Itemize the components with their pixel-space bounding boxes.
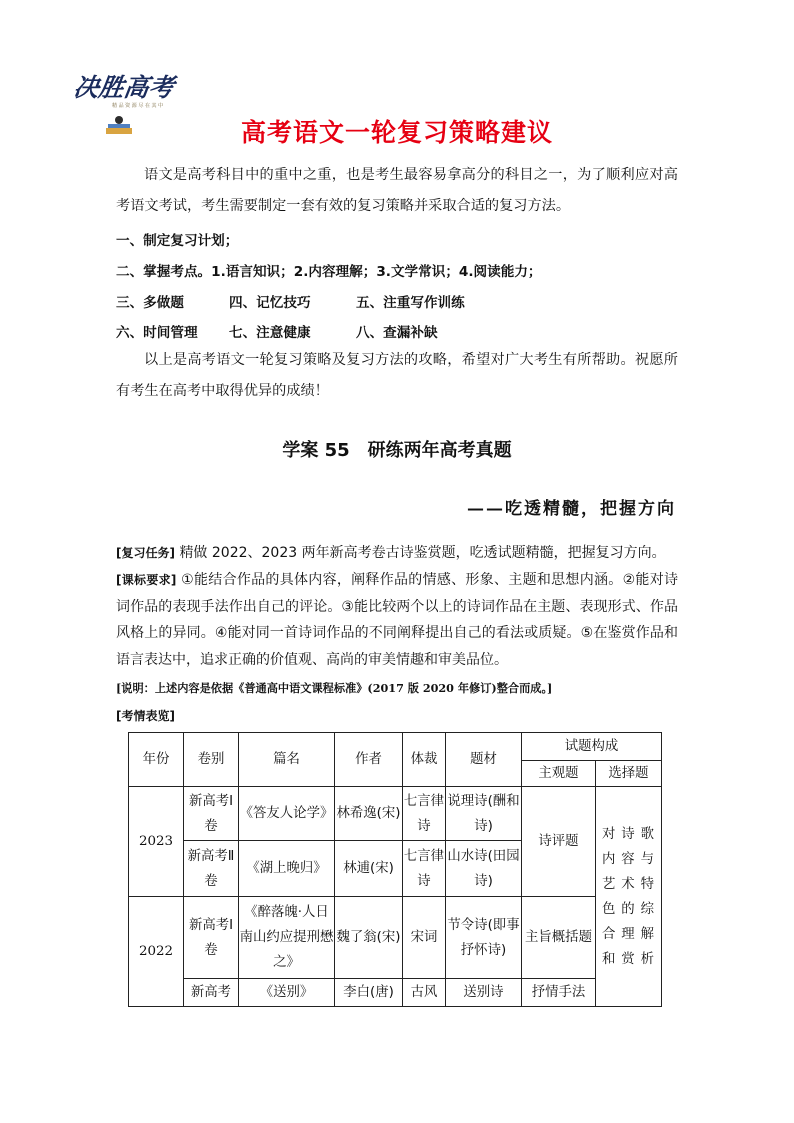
cell-volume: 新高考 <box>184 979 239 1007</box>
exam-table <box>128 732 662 1007</box>
cell-author: 魏了翁(宋) <box>335 897 403 979</box>
task-tag: [复习任务] <box>116 546 175 560</box>
cell-theme: 节令诗(即事抒怀诗) <box>446 897 522 979</box>
cell-volume: 新高考Ⅱ卷 <box>184 841 239 897</box>
closing-paragraph: 以上是高考语文一轮复习策略及复习方法的攻略，希望对广大考生有所帮助。祝愿所有考生在高考中取得优异的成绩！ <box>116 352 678 399</box>
step-item: 八、查漏补缺 <box>356 325 438 341</box>
cell-year: 2023 <box>129 787 184 897</box>
cell-genre: 宋词 <box>403 897 446 979</box>
header-choice: 选择题 <box>596 761 662 787</box>
table-row <box>129 787 662 841</box>
cell-subjective: 抒情手法 <box>522 979 596 1007</box>
cell-volume: 新高考Ⅰ卷 <box>184 787 239 841</box>
task-paragraph <box>116 540 678 567</box>
cell-author: 李白(唐) <box>335 979 403 1007</box>
cell-theme: 说理诗(酬和诗) <box>446 787 522 841</box>
main-title: 高考语文一轮复习策略建议 <box>240 118 553 147</box>
header-author: 作者 <box>335 733 403 787</box>
cell-title: 《醉落魄·人日南山约应提刑懋之》 <box>239 897 335 979</box>
step-line-4 <box>116 321 438 341</box>
task-text: 精做 2022、2023 两年新高考卷古诗鉴赏题，吃透试题精髓，把握复习方向。 <box>179 545 666 561</box>
cell-theme: 送别诗 <box>446 979 522 1007</box>
table-tag: [考情表览] <box>116 709 175 723</box>
cell-year: 2022 <box>129 897 184 1007</box>
cell-title: 《答友人论学》 <box>239 787 335 841</box>
step-item: 六、时间管理 <box>116 325 198 341</box>
step-item: 七、注意健康 <box>229 325 311 341</box>
logo-small-text: 精 品 资 源 尽 在 其 中 <box>112 103 164 109</box>
step-line-3 <box>116 291 465 311</box>
table-row <box>129 979 662 1007</box>
step-line-1: 一、制定复习计划； <box>116 233 239 249</box>
cell-theme: 山水诗(田园诗) <box>446 841 522 897</box>
cell-genre: 古风 <box>403 979 446 1007</box>
cell-volume: 新高考Ⅰ卷 <box>184 897 239 979</box>
cell-author: 林希逸(宋) <box>335 787 403 841</box>
section-title: 学案 55 研练两年高考真题 <box>282 440 512 461</box>
header-volume: 卷别 <box>184 733 239 787</box>
cell-choice-merged: 对诗歌内容与艺术特色的综合理解和赏析 <box>596 787 662 1007</box>
note-text: [说明：上述内容是依据《普通高中语文课程标准》(2017 版 2020 年修订)整合而成。] <box>116 681 553 695</box>
header-composition: 试题构成 <box>522 733 662 761</box>
table-header-row <box>129 733 662 761</box>
cell-title: 《湖上晚归》 <box>239 841 335 897</box>
step-item: 五、注重写作训练 <box>356 295 465 311</box>
header-subjective: 主观题 <box>522 761 596 787</box>
standards-tag: [课标要求] <box>116 573 177 587</box>
cell-genre: 七言律诗 <box>403 841 446 897</box>
table-row <box>129 897 662 979</box>
cell-title: 《送别》 <box>239 979 335 1007</box>
header-theme: 题材 <box>446 733 522 787</box>
cell-subjective: 诗评题 <box>522 787 596 897</box>
logo-text: 决胜高考 <box>71 73 176 102</box>
standards-text: ①能结合作品的具体内容，阐释作品的情感、形象、主题和思想内涵。②能对诗词作品的表现手法作出自己的评论。③能比较两个以上的诗词作品在主题、表现形式、作品风格上的异同。④能对同一首诗词作品的不同阐释提出自己的看法或质疑。⑤在鉴赏作品和语言表达中，追求正确的价值观、高尚的审美情趣和审美品位。 <box>116 572 678 668</box>
intro-paragraph: 语文是高考科目中的重中之重，也是考生最容易拿高分的科目之一，为了顺利应对高考语文考试，考生需要制定一套有效的复习策略并采取合适的复习方法。 <box>116 167 678 214</box>
header-year: 年份 <box>129 733 184 787</box>
step-item: 四、记忆技巧 <box>229 295 311 311</box>
header-title: 篇名 <box>239 733 335 787</box>
cell-genre: 七言律诗 <box>403 787 446 841</box>
subtitle: ——吃透精髓，把握方向 <box>467 499 676 519</box>
cell-subjective: 主旨概括题 <box>522 897 596 979</box>
step-item: 三、多做题 <box>116 295 184 311</box>
standards-paragraph <box>116 567 678 673</box>
step-line-2: 二、掌握考点。1.语言知识；2.内容理解；3.文学常识；4.阅读能力； <box>116 264 542 280</box>
header-genre: 体裁 <box>403 733 446 787</box>
cell-author: 林逋(宋) <box>335 841 403 897</box>
